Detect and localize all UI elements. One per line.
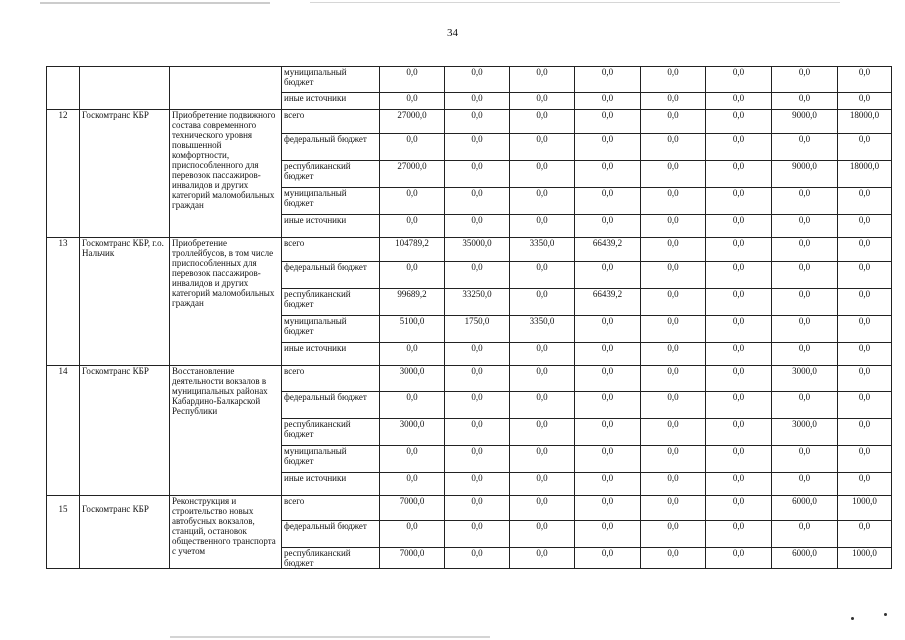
value-cell: 0,0	[772, 473, 838, 496]
value-cell: 0,0	[772, 134, 838, 161]
value-cell: 0,0	[380, 134, 445, 161]
value-cell: 3000,0	[772, 366, 838, 392]
value-cell: 0,0	[838, 238, 892, 262]
value-cell: 0,0	[510, 289, 575, 316]
value-cell: 0,0	[445, 93, 510, 110]
executor-cell-continued	[80, 67, 170, 110]
value-cell: 0,0	[510, 134, 575, 161]
value-cell: 0,0	[445, 188, 510, 215]
scan-artifact-top	[40, 2, 270, 4]
value-cell: 9000,0	[772, 110, 838, 134]
value-cell: 0,0	[706, 366, 772, 392]
value-cell: 66439,2	[575, 238, 641, 262]
value-cell: 0,0	[772, 67, 838, 93]
value-cell: 0,0	[510, 392, 575, 419]
funding-source-cell: республиканский бюджет	[282, 289, 380, 316]
value-cell: 0,0	[445, 496, 510, 521]
value-cell: 0,0	[641, 289, 706, 316]
executor-cell: Госкомтранс КБР	[80, 496, 170, 569]
funding-source-cell: республиканский бюджет	[282, 419, 380, 446]
funding-source-cell: республиканский бюджет	[282, 161, 380, 188]
value-cell: 0,0	[445, 366, 510, 392]
value-cell: 0,0	[706, 93, 772, 110]
value-cell: 0,0	[510, 343, 575, 366]
value-cell: 0,0	[575, 67, 641, 93]
value-cell: 0,0	[575, 262, 641, 289]
value-cell: 0,0	[641, 215, 706, 238]
value-cell: 0,0	[641, 262, 706, 289]
value-cell: 0,0	[641, 188, 706, 215]
funding-source-cell: муниципальный бюджет	[282, 188, 380, 215]
value-cell: 0,0	[706, 446, 772, 473]
value-cell: 0,0	[641, 366, 706, 392]
value-cell: 0,0	[575, 419, 641, 446]
executor-cell: Госкомтранс КБР	[80, 366, 170, 496]
value-cell: 0,0	[380, 188, 445, 215]
value-cell: 6000,0	[772, 548, 838, 569]
funding-source-cell: иные источники	[282, 473, 380, 496]
value-cell: 0,0	[838, 134, 892, 161]
value-cell: 0,0	[641, 134, 706, 161]
value-cell: 18000,0	[838, 161, 892, 188]
value-cell: 0,0	[380, 473, 445, 496]
value-cell: 0,0	[510, 262, 575, 289]
item-number-cell: 12	[47, 110, 80, 238]
value-cell: 0,0	[706, 289, 772, 316]
value-cell: 0,0	[575, 446, 641, 473]
value-cell: 0,0	[575, 392, 641, 419]
value-cell: 0,0	[641, 161, 706, 188]
description-cell-continued	[170, 67, 282, 110]
funding-source-cell: иные источники	[282, 93, 380, 110]
value-cell: 0,0	[510, 188, 575, 215]
value-cell: 0,0	[575, 343, 641, 366]
funding-source-cell: федеральный бюджет	[282, 521, 380, 548]
value-cell: 0,0	[575, 134, 641, 161]
value-cell: 0,0	[445, 473, 510, 496]
description-cell: Приобретение троллейбусов, в том числе приспособленных для перевозок пассажиров-инвалидов и других категорий маломобильных граждан	[170, 238, 282, 366]
value-cell: 0,0	[380, 93, 445, 110]
value-cell: 0,0	[706, 521, 772, 548]
value-cell: 0,0	[510, 67, 575, 93]
funding-source-cell: всего	[282, 110, 380, 134]
value-cell: 0,0	[641, 93, 706, 110]
value-cell: 0,0	[445, 521, 510, 548]
funding-source-cell: муниципальный бюджет	[282, 67, 380, 93]
value-cell: 0,0	[575, 93, 641, 110]
value-cell: 0,0	[380, 262, 445, 289]
page-number: 34	[447, 27, 458, 39]
value-cell: 0,0	[510, 93, 575, 110]
table-row	[47, 110, 892, 134]
value-cell: 0,0	[575, 215, 641, 238]
funding-source-cell: федеральный бюджет	[282, 392, 380, 419]
value-cell: 0,0	[445, 110, 510, 134]
value-cell: 0,0	[641, 496, 706, 521]
funding-source-cell: иные источники	[282, 343, 380, 366]
value-cell: 0,0	[838, 392, 892, 419]
scan-speck	[884, 613, 887, 616]
funding-table	[46, 66, 892, 569]
value-cell: 0,0	[706, 110, 772, 134]
value-cell: 0,0	[380, 215, 445, 238]
value-cell: 0,0	[641, 473, 706, 496]
table-row	[47, 366, 892, 392]
value-cell: 7000,0	[380, 496, 445, 521]
value-cell: 0,0	[641, 343, 706, 366]
funding-source-cell: республиканский бюджет	[282, 548, 380, 569]
value-cell: 0,0	[380, 67, 445, 93]
value-cell: 0,0	[510, 419, 575, 446]
scan-speck	[851, 617, 854, 620]
value-cell: 0,0	[706, 161, 772, 188]
funding-source-cell: федеральный бюджет	[282, 262, 380, 289]
value-cell: 35000,0	[445, 238, 510, 262]
value-cell: 0,0	[575, 188, 641, 215]
value-cell: 0,0	[641, 67, 706, 93]
value-cell: 3000,0	[380, 366, 445, 392]
value-cell: 0,0	[575, 473, 641, 496]
value-cell: 0,0	[641, 238, 706, 262]
value-cell: 0,0	[445, 446, 510, 473]
value-cell: 0,0	[838, 446, 892, 473]
value-cell: 3000,0	[380, 419, 445, 446]
value-cell: 33250,0	[445, 289, 510, 316]
value-cell: 0,0	[445, 262, 510, 289]
value-cell: 0,0	[772, 215, 838, 238]
value-cell: 0,0	[838, 419, 892, 446]
value-cell: 0,0	[510, 446, 575, 473]
value-cell: 0,0	[380, 521, 445, 548]
value-cell: 27000,0	[380, 161, 445, 188]
value-cell: 0,0	[575, 496, 641, 521]
value-cell: 0,0	[510, 366, 575, 392]
value-cell: 0,0	[510, 521, 575, 548]
table-row	[47, 238, 892, 262]
value-cell: 0,0	[445, 548, 510, 569]
value-cell: 0,0	[838, 289, 892, 316]
value-cell: 0,0	[772, 392, 838, 419]
value-cell: 0,0	[641, 419, 706, 446]
value-cell: 0,0	[445, 343, 510, 366]
value-cell: 0,0	[445, 215, 510, 238]
funding-source-cell: всего	[282, 238, 380, 262]
description-cell: Восстановление деятельности вокзалов в муниципальных районах Кабардино-Балкарской Республики	[170, 366, 282, 496]
value-cell: 9000,0	[772, 161, 838, 188]
value-cell: 0,0	[641, 316, 706, 343]
value-cell: 0,0	[575, 110, 641, 134]
value-cell: 0,0	[772, 262, 838, 289]
value-cell: 0,0	[838, 316, 892, 343]
value-cell: 0,0	[706, 316, 772, 343]
value-cell: 0,0	[510, 548, 575, 569]
value-cell: 0,0	[706, 134, 772, 161]
value-cell: 0,0	[706, 496, 772, 521]
value-cell: 0,0	[706, 238, 772, 262]
value-cell: 0,0	[575, 521, 641, 548]
funding-source-cell: муниципальный бюджет	[282, 446, 380, 473]
table-row	[47, 67, 892, 93]
value-cell: 0,0	[772, 188, 838, 215]
value-cell: 1750,0	[445, 316, 510, 343]
value-cell: 0,0	[510, 215, 575, 238]
value-cell: 1000,0	[838, 548, 892, 569]
value-cell: 0,0	[445, 419, 510, 446]
value-cell: 0,0	[706, 473, 772, 496]
value-cell: 0,0	[706, 215, 772, 238]
value-cell: 0,0	[445, 392, 510, 419]
value-cell: 1000,0	[838, 496, 892, 521]
description-cell: Приобретение подвижного состава современного технического уровня повышенной комфортности, приспособленного для перевозок пассажиров-инвалидов и других категорий маломобильных граждан	[170, 110, 282, 238]
value-cell: 0,0	[641, 446, 706, 473]
value-cell: 0,0	[575, 366, 641, 392]
value-cell: 3350,0	[510, 316, 575, 343]
value-cell: 0,0	[838, 93, 892, 110]
value-cell: 0,0	[772, 343, 838, 366]
funding-source-cell: всего	[282, 496, 380, 521]
value-cell: 0,0	[772, 93, 838, 110]
item-number-cell: 14	[47, 366, 80, 496]
value-cell: 0,0	[772, 521, 838, 548]
value-cell: 0,0	[641, 392, 706, 419]
value-cell: 0,0	[641, 521, 706, 548]
value-cell: 0,0	[838, 366, 892, 392]
value-cell: 0,0	[575, 548, 641, 569]
value-cell: 0,0	[838, 188, 892, 215]
value-cell: 0,0	[641, 110, 706, 134]
item-number-cell: 15	[47, 496, 80, 569]
value-cell: 0,0	[510, 110, 575, 134]
value-cell: 0,0	[445, 67, 510, 93]
funding-source-cell: иные источники	[282, 215, 380, 238]
value-cell: 0,0	[380, 446, 445, 473]
value-cell: 0,0	[772, 446, 838, 473]
value-cell: 18000,0	[838, 110, 892, 134]
value-cell: 0,0	[706, 262, 772, 289]
value-cell: 0,0	[380, 343, 445, 366]
value-cell: 0,0	[510, 473, 575, 496]
value-cell: 3350,0	[510, 238, 575, 262]
value-cell: 5100,0	[380, 316, 445, 343]
scan-artifact-bottom	[170, 636, 490, 638]
value-cell: 0,0	[838, 473, 892, 496]
scan-artifact-top-2	[310, 2, 840, 3]
value-cell: 0,0	[380, 392, 445, 419]
value-cell: 0,0	[838, 215, 892, 238]
value-cell: 0,0	[772, 289, 838, 316]
table-row	[47, 496, 892, 521]
value-cell: 0,0	[838, 262, 892, 289]
description-cell: Реконструкция и строительство новых автобусных вокзалов, станций, остановок общественного транспорта с учетом	[170, 496, 282, 569]
funding-source-cell: федеральный бюджет	[282, 134, 380, 161]
value-cell: 27000,0	[380, 110, 445, 134]
value-cell: 99689,2	[380, 289, 445, 316]
value-cell: 3000,0	[772, 419, 838, 446]
value-cell: 0,0	[706, 343, 772, 366]
funding-source-cell: всего	[282, 366, 380, 392]
value-cell: 6000,0	[772, 496, 838, 521]
value-cell: 66439,2	[575, 289, 641, 316]
value-cell: 0,0	[445, 161, 510, 188]
value-cell: 7000,0	[380, 548, 445, 569]
value-cell: 0,0	[772, 238, 838, 262]
value-cell: 0,0	[641, 548, 706, 569]
funding-source-cell: муниципальный бюджет	[282, 316, 380, 343]
value-cell: 0,0	[706, 548, 772, 569]
value-cell: 0,0	[706, 419, 772, 446]
value-cell: 0,0	[706, 188, 772, 215]
item-number-cell: 13	[47, 238, 80, 366]
value-cell: 0,0	[575, 161, 641, 188]
executor-cell: Госкомтранс КБР, г.о. Нальчик	[80, 238, 170, 366]
value-cell: 0,0	[706, 67, 772, 93]
value-cell: 0,0	[575, 316, 641, 343]
value-cell: 0,0	[510, 161, 575, 188]
value-cell: 0,0	[838, 343, 892, 366]
number-cell-continued	[47, 67, 80, 110]
executor-cell: Госкомтранс КБР	[80, 110, 170, 238]
value-cell: 0,0	[445, 134, 510, 161]
value-cell: 0,0	[772, 316, 838, 343]
value-cell: 0,0	[706, 392, 772, 419]
value-cell: 0,0	[510, 496, 575, 521]
value-cell: 104789,2	[380, 238, 445, 262]
value-cell: 0,0	[838, 521, 892, 548]
value-cell: 0,0	[838, 67, 892, 93]
